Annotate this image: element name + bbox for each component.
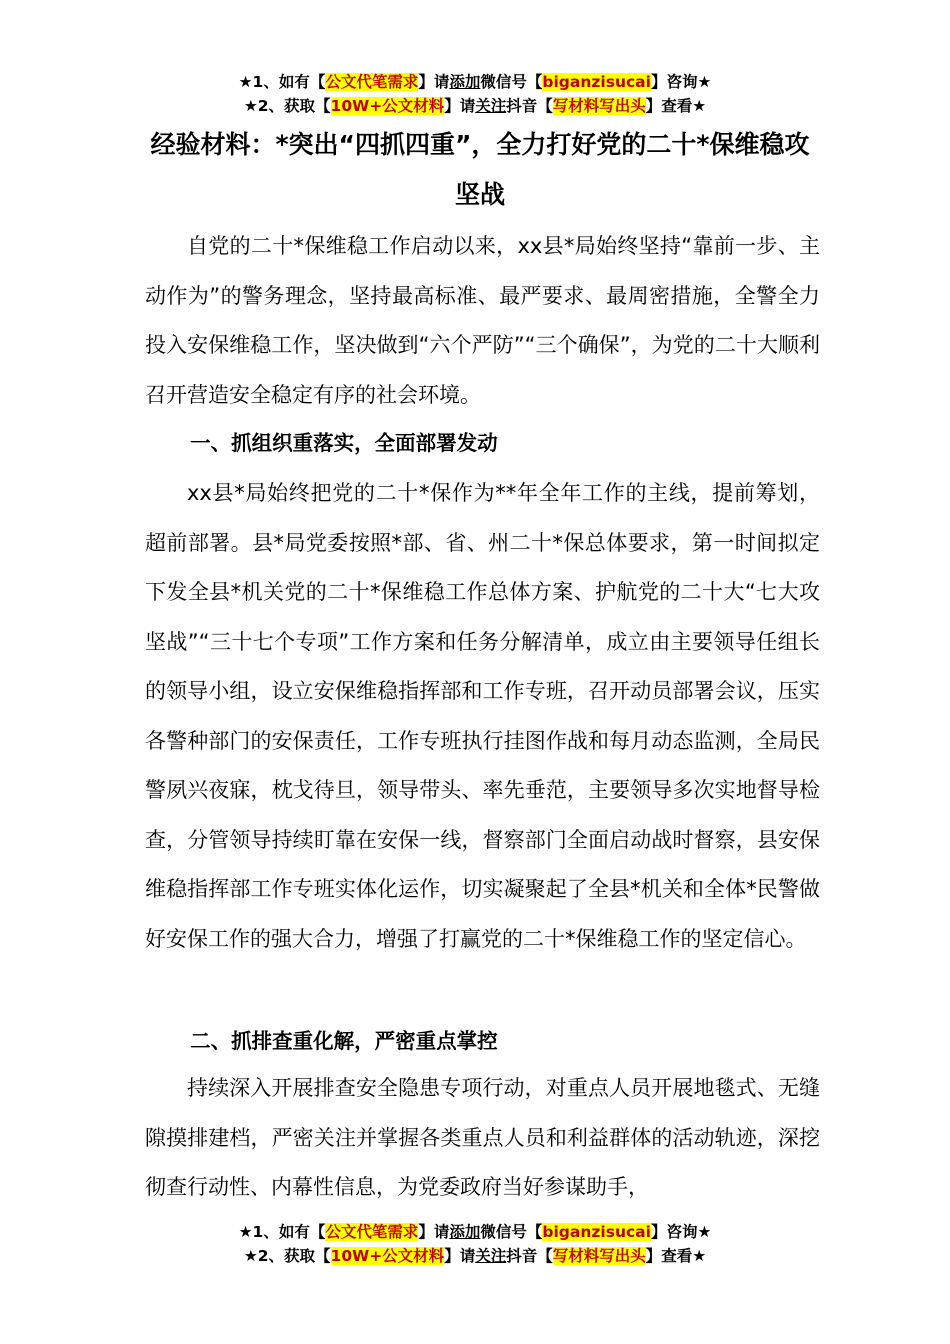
- notice-text: ★2、获取【: [243, 97, 331, 115]
- notice-highlight: 公文代笔需求: [325, 1223, 419, 1241]
- notice-line-1: [0, 70, 950, 94]
- notice-text: 抖音【: [506, 97, 553, 115]
- notice-underline: 添加: [449, 1223, 481, 1241]
- notice-text: 微信号【: [480, 1223, 543, 1241]
- notice-highlight: 10W+公文材料: [330, 97, 445, 115]
- notice-line-1: [0, 1220, 950, 1244]
- notice-text: ★1、如有【: [238, 1223, 326, 1241]
- notice-text: 】请: [444, 97, 476, 115]
- notice-underline: 关注: [475, 97, 507, 115]
- notice-highlight: 写材料写出头: [552, 1247, 646, 1265]
- notice-text: ★1、如有【: [238, 73, 326, 91]
- intro-paragraph: 自党的二十*保维稳工作启动以来，xx县*局始终坚持“靠前一步、主动作为”的警务理念，坚持最高标准、最严要求、最周密措施，全警全力投入安保维稳工作，坚决做到“六个严防”“三个确保”，为党的二十大顺利召开营造安全稳定有序的社会环境。: [145, 234, 820, 407]
- notice-highlight: biganzisucai: [542, 73, 651, 91]
- notice-line-2: [0, 1244, 950, 1268]
- section-heading-2: 二、抓排查重化解，严密重点掌控: [190, 1029, 498, 1053]
- section-2-paragraph: 持续深入开展排查安全隐患专项行动，对重点人员开展地毯式、无缝隙摸排建档，严密关注并掌握各类重点人员和利益群体的活动轨迹，深挖彻查行动性、内幕性信息，为党委政府当好参谋助手，: [145, 1076, 820, 1199]
- section-1-paragraph: xx县*局始终把党的二十*保作为**年全年工作的主线，提前筹划，超前部署。县*局党委按照*部、省、州二十*保总体要求，第一时间拟定下发全县*机关党的二十*保维稳工作总体方案、护航党的二十大“七大攻坚战”“三十七个专项”工作方案和任务分解清单，成立由主要领导任组长的领导小组，设立安保维稳指挥部和工作专班，召开动员部署会议，压实各警种部门的安保责任，工作专班执行挂图作战和每月动态监测，全局民警夙兴夜寐，枕戈待旦，领导带头、率先垂范，主要领导多次实地督导检查，分管领导持续盯靠在安保一线，督察部门全面启动战时督察，县安保维稳指挥部工作专班实体化运作，切实凝聚起了全县*机关和全体*民警做好安保工作的强大合力，增强了打赢党的二十*保维稳工作的坚定信心。: [145, 481, 820, 951]
- notice-underline: 关注: [475, 1247, 507, 1265]
- document-title: 经验材料：*突出“四抓四重”，全力打好党的二十*保维稳攻坚战: [150, 130, 810, 209]
- notice-highlight: 10W+公文材料: [330, 1247, 445, 1265]
- notice-underline: 添加: [449, 73, 481, 91]
- notice-line-2: [0, 94, 950, 118]
- notice-text: 】请: [444, 1247, 476, 1265]
- notice-text: 微信号【: [480, 73, 543, 91]
- notice-text: 】请: [418, 1223, 450, 1241]
- notice-text: 】查看★: [645, 97, 707, 115]
- notice-highlight: biganzisucai: [542, 1223, 651, 1241]
- notice-text: 抖音【: [506, 1247, 553, 1265]
- notice-highlight: 写材料写出头: [552, 97, 646, 115]
- notice-highlight: 公文代笔需求: [325, 73, 419, 91]
- section-heading-1: 一、抓组织重落实，全面部署发动: [190, 431, 498, 455]
- notice-text: 】咨询★: [650, 73, 712, 91]
- notice-text: 】查看★: [645, 1247, 707, 1265]
- notice-text: 】咨询★: [650, 1223, 712, 1241]
- notice-text: ★2、获取【: [243, 1247, 331, 1265]
- notice-text: 】请: [418, 73, 450, 91]
